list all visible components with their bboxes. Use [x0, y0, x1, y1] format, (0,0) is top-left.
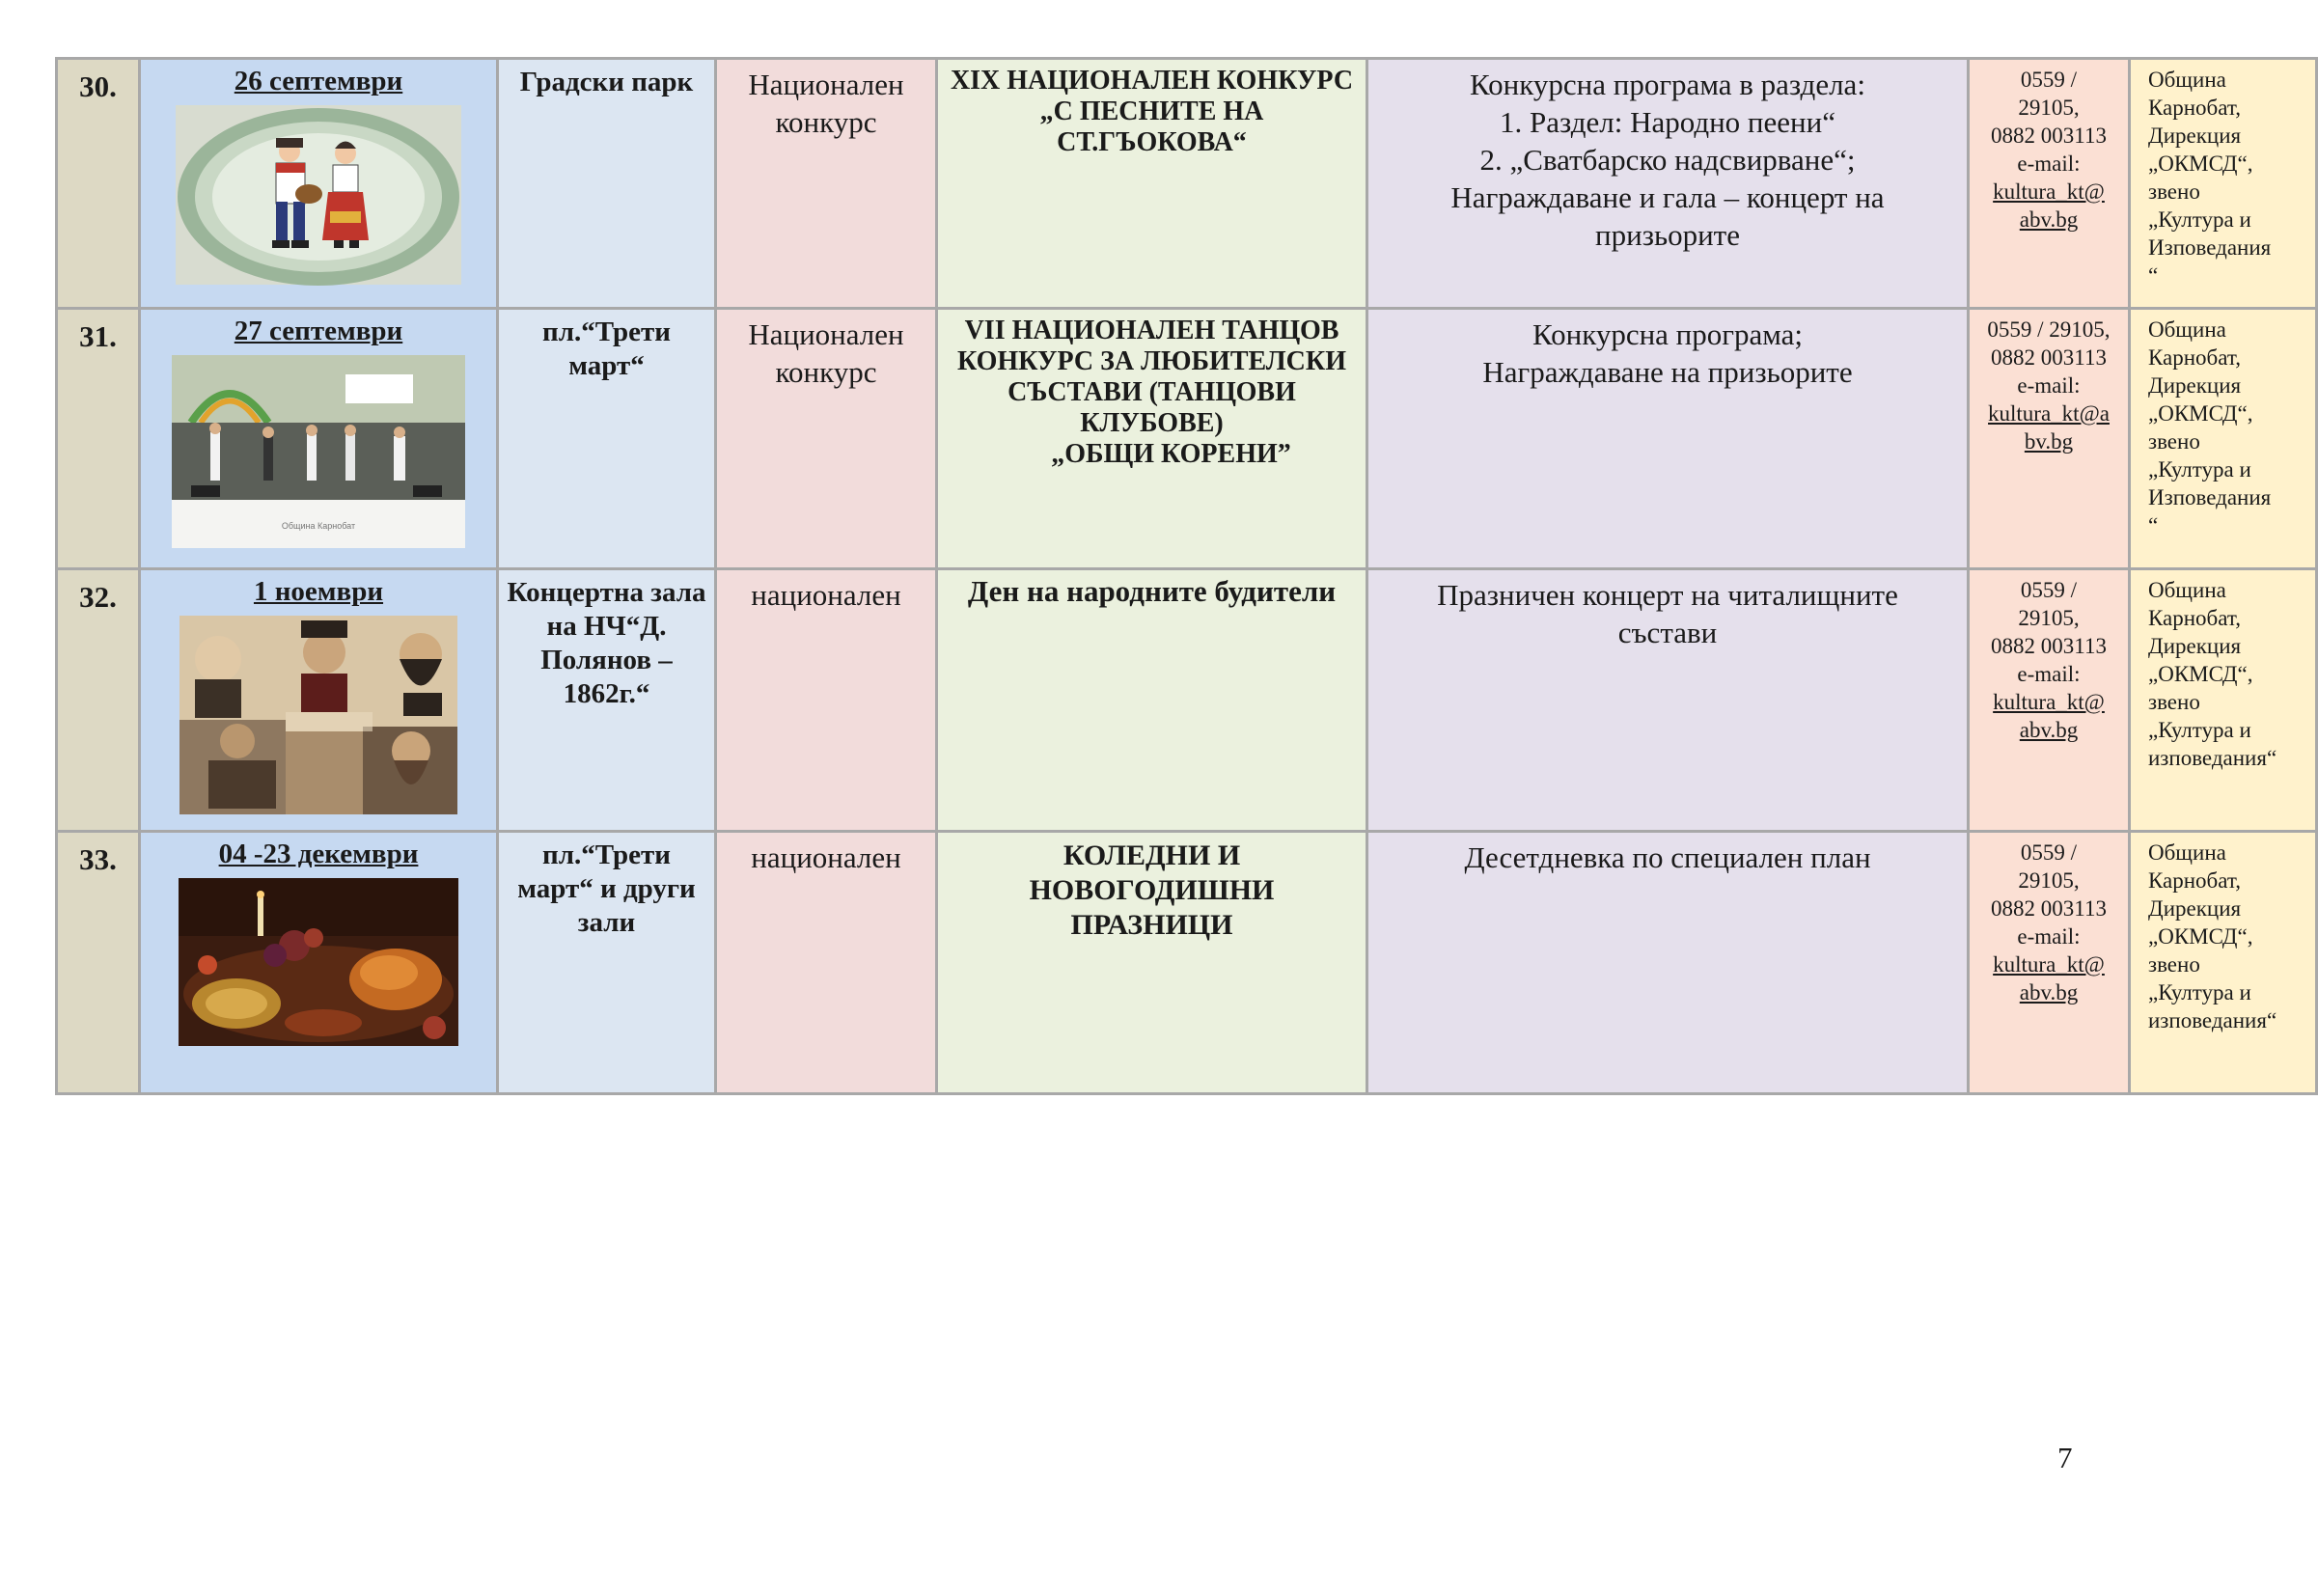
email-link[interactable]: kultura_kt@: [1993, 179, 2105, 204]
table-row: [57, 832, 2317, 1094]
contact-line: 0882 003113: [1991, 345, 2107, 370]
org-line: Дирекция: [2148, 896, 2242, 921]
organizer-cell: [2130, 832, 2317, 1094]
title-line: СЪСТАВИ (ТАНЦОВИ: [1007, 377, 1296, 407]
org-line: Карнобат,: [2148, 345, 2241, 370]
org-line: Община: [2148, 840, 2226, 865]
contact-line: 0882 003113: [1991, 896, 2107, 921]
festive-table-image: [179, 878, 458, 1046]
table-row: [57, 59, 2317, 309]
place-cell: пл.“Трети март“ и други зали: [498, 832, 716, 1094]
contact-line: e-mail:: [2017, 373, 2081, 398]
place-cell: пл.“Трети март“: [498, 309, 716, 569]
title-cell: [937, 832, 1367, 1094]
type-cell: Национален конкурс: [716, 59, 937, 309]
org-line: “: [2148, 263, 2159, 288]
table-row: [57, 569, 2317, 832]
org-line: Дирекция: [2148, 634, 2242, 658]
org-line: звено: [2148, 429, 2200, 454]
contact-line: 0559 /: [2020, 578, 2078, 602]
title-line: КЛУБОВЕ): [1080, 408, 1224, 438]
email-link[interactable]: abv.bg: [2019, 718, 2079, 742]
contact-line: 29105,: [2018, 96, 2080, 120]
contact-cell: [1969, 309, 2130, 569]
org-line: „ОКМСД“,: [2148, 924, 2253, 949]
org-line: „ОКМСД“,: [2148, 662, 2253, 686]
contact-cell: [1969, 59, 2130, 309]
org-line: Изповедания: [2148, 485, 2272, 509]
row-number: 31.: [57, 309, 140, 569]
place-cell: Концертна зала на НЧ“Д. Полянов – 1862г.“: [498, 569, 716, 832]
contact-line: 29105,: [2018, 606, 2080, 630]
row-number: 32.: [57, 569, 140, 832]
title-line: СТ.ГЪОКОВА“: [1057, 127, 1247, 157]
row-number: 30.: [57, 59, 140, 309]
event-date: 04 -23 декември: [218, 839, 419, 869]
event-date: 1 ноември: [253, 576, 384, 607]
portraits-collage-image: [179, 616, 457, 814]
contact-line: e-mail:: [2017, 151, 2081, 176]
email-link[interactable]: bv.bg: [2024, 429, 2074, 454]
org-line: Община: [2148, 578, 2226, 602]
email-link[interactable]: kultura_kt@: [1993, 690, 2105, 714]
org-line: Дирекция: [2148, 124, 2242, 148]
org-line: изповедания“: [2148, 746, 2277, 770]
type-cell: Национален конкурс: [716, 309, 937, 569]
organizer-cell: [2130, 59, 2317, 309]
title-line: „ОБЩИ КОРЕНИ”: [1051, 439, 1291, 469]
program-line: 2. „Сватбарско надсвирване“;: [1479, 143, 1856, 177]
org-line: „ОКМСД“,: [2148, 151, 2253, 176]
event-date: 27 септември: [234, 316, 403, 346]
program-line: 1. Раздел: Народно пеени“: [1500, 105, 1835, 139]
contact-line: 0559 / 29105,: [1987, 317, 2111, 342]
program-cell: [1367, 832, 1969, 1094]
org-line: „Култура и: [2148, 980, 2251, 1004]
title-line: КОЛЕДНИ И: [1062, 839, 1241, 871]
table-row: [57, 309, 2317, 569]
stage-banner-text: Община Карнобат: [281, 521, 356, 531]
program-line: Награждаване на призьорите: [1482, 355, 1853, 389]
email-link[interactable]: kultura_kt@a: [1988, 401, 2110, 426]
program-cell: [1367, 309, 1969, 569]
org-line: Карнобат,: [2148, 868, 2241, 893]
org-line: “: [2148, 513, 2159, 537]
title-line: НОВОГОДИШНИ: [1029, 874, 1275, 906]
program-line: призьорите: [1595, 218, 1740, 252]
title-line: КОНКУРС ЗА ЛЮБИТЕЛСКИ: [957, 346, 1346, 376]
date-cell: [140, 59, 498, 309]
program-line: Празничен концерт на читалищните: [1437, 578, 1898, 612]
place-cell: Градски парк: [498, 59, 716, 309]
program-line: Конкурсна програма;: [1532, 317, 1804, 351]
title-line: Ден на народните будители: [967, 574, 1337, 608]
type-cell: национален: [716, 832, 937, 1094]
program-line: състави: [1617, 616, 1718, 649]
contact-line: e-mail:: [2017, 662, 2081, 686]
date-cell: [140, 832, 498, 1094]
org-line: „Култура и: [2148, 207, 2251, 232]
date-cell: [140, 309, 498, 569]
contact-cell: [1969, 569, 2130, 832]
org-line: звено: [2148, 690, 2200, 714]
contact-line: 0882 003113: [1991, 634, 2107, 658]
contact-line: 0882 003113: [1991, 124, 2107, 148]
program-line: Конкурсна програма в раздела:: [1470, 68, 1865, 101]
outdoor-stage-band-image: [172, 355, 465, 548]
org-line: „Култура и: [2148, 718, 2251, 742]
page-number: 7: [2057, 1441, 2073, 1474]
org-line: звено: [2148, 952, 2200, 977]
events-table: [55, 57, 2318, 1095]
row-number: 33.: [57, 832, 140, 1094]
contact-line: 0559 /: [2020, 840, 2078, 865]
org-line: Община: [2148, 317, 2226, 342]
program-cell: [1367, 569, 1969, 832]
organizer-cell: [2130, 309, 2317, 569]
org-line: звено: [2148, 179, 2200, 204]
type-cell: национален: [716, 569, 937, 832]
program-cell: [1367, 59, 1969, 309]
contact-line: e-mail:: [2017, 924, 2081, 949]
date-cell: [140, 569, 498, 832]
org-line: Изповедания: [2148, 235, 2272, 260]
organizer-cell: [2130, 569, 2317, 832]
title-line: „С ПЕСНИТЕ НА: [1039, 96, 1264, 126]
program-line: Награждаване и гала – концерт на: [1450, 180, 1885, 214]
title-line: VII НАЦИОНАЛЕН ТАНЦОВ: [964, 316, 1339, 345]
title-line: ПРАЗНИЦИ: [1070, 909, 1233, 941]
org-line: Дирекция: [2148, 373, 2242, 398]
event-date: 26 септември: [234, 66, 403, 96]
title-cell: [937, 309, 1367, 569]
org-line: Карнобат,: [2148, 96, 2241, 120]
plate-folk-dancers-image: [176, 105, 461, 285]
contact-cell: [1969, 832, 2130, 1094]
contact-line: 0559 /: [2020, 68, 2078, 92]
contact-line: 29105,: [2018, 868, 2080, 893]
title-line: XIX НАЦИОНАЛЕН КОНКУРС: [950, 66, 1354, 96]
email-link[interactable]: abv.bg: [2019, 207, 2079, 232]
org-line: Община: [2148, 68, 2226, 92]
org-line: „Култура и: [2148, 457, 2251, 482]
title-cell: [937, 59, 1367, 309]
email-link[interactable]: abv.bg: [2019, 980, 2079, 1004]
org-line: Карнобат,: [2148, 606, 2241, 630]
email-link[interactable]: kultura_kt@: [1993, 952, 2105, 977]
org-line: „ОКМСД“,: [2148, 401, 2253, 426]
program-line: Десетдневка по специален план: [1464, 840, 1871, 874]
title-cell: [937, 569, 1367, 832]
org-line: изповедания“: [2148, 1008, 2277, 1032]
